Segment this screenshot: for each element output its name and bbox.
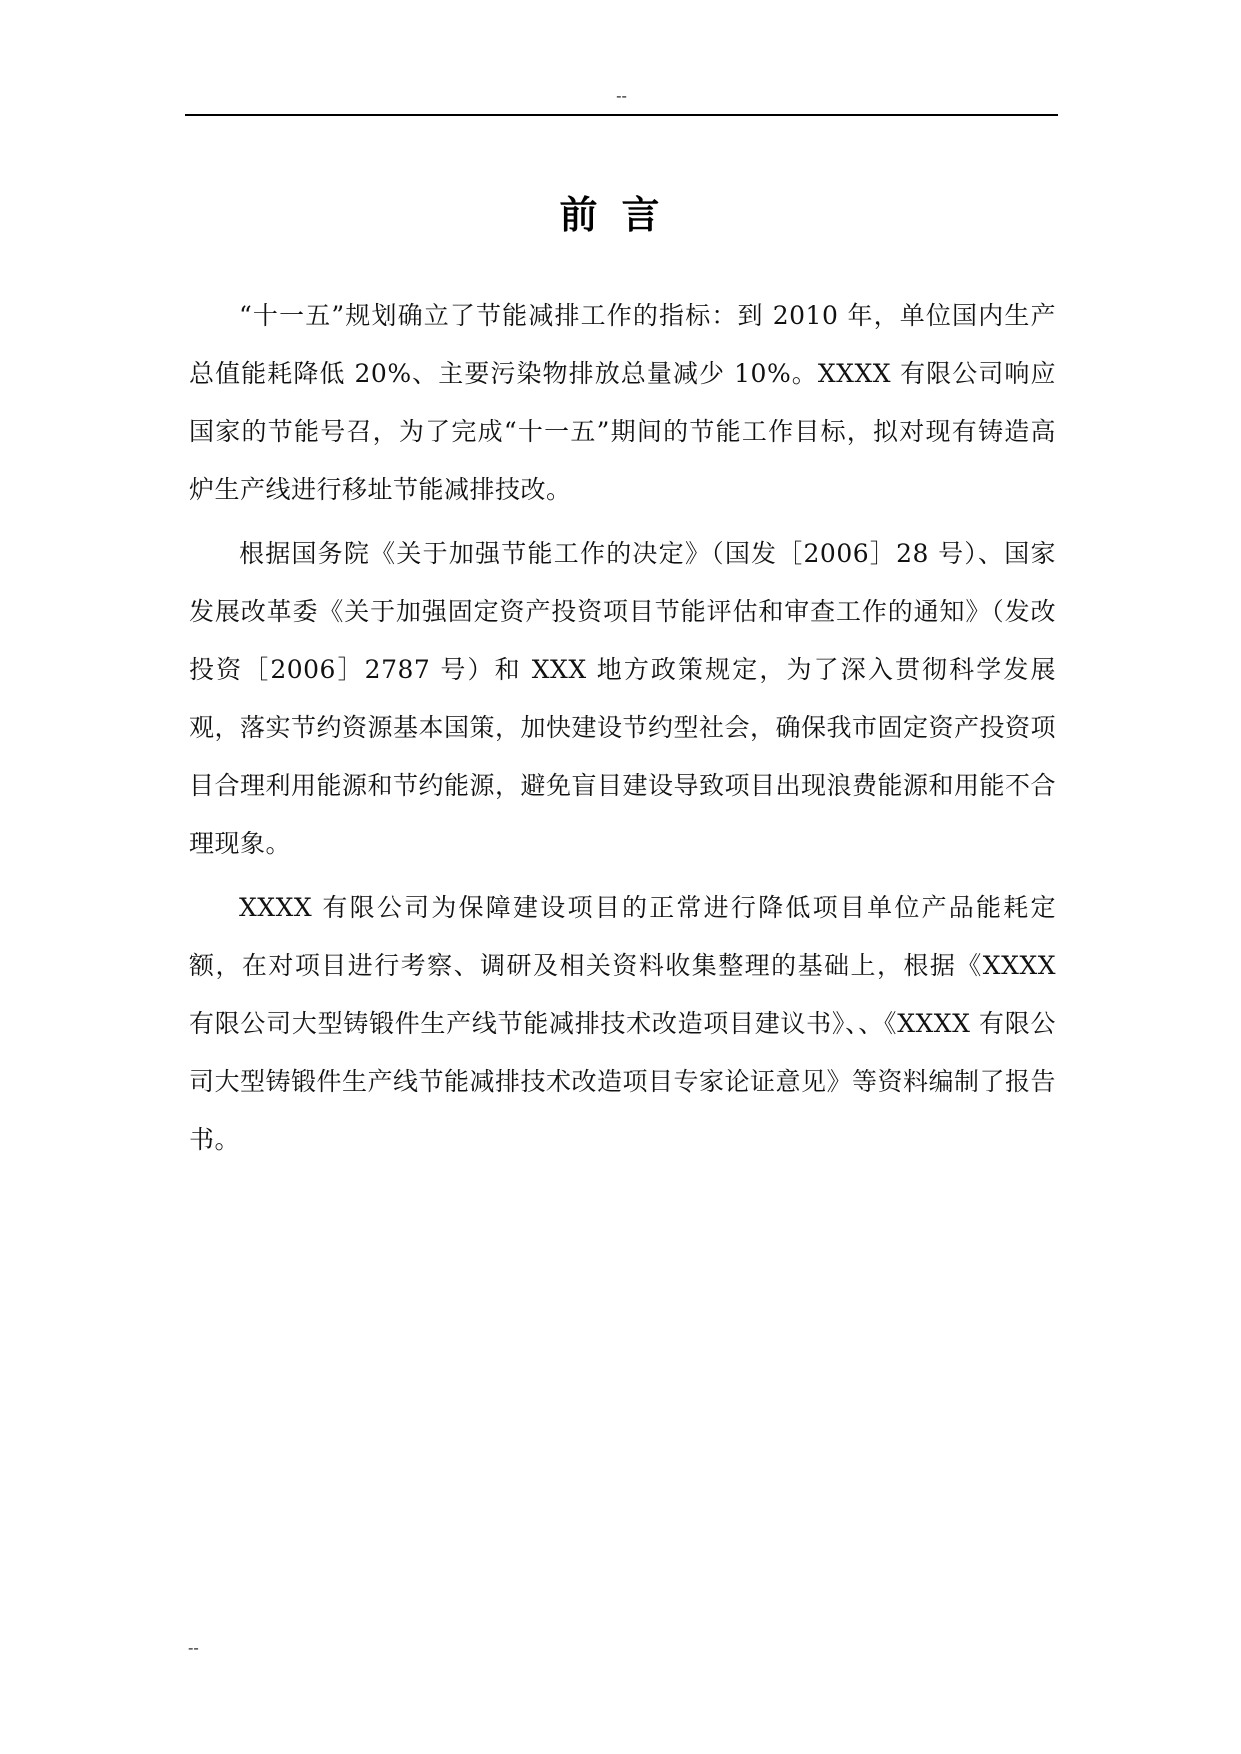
paragraph: XXXX 有限公司为保障建设项目的正常进行降低项目单位产品能耗定额，在对项目进行考察、调研及相关资料收集整理的基础上，根据《XXXX 有限公司大型铸锻件生产线节能减排技术改造项目建议书》、、《XXXX 有限公司大型铸锻件生产线节能减排技术改造项目专家论证意见》等资料编制了报告书。 xyxy=(189,893,1057,1154)
paragraph: 根据国务院《关于加强节能工作的决定》（国发［2006］28 号）、国家发展改革委《关于加强固定资产投资项目节能评估和审查工作的通知》（发改投资［2006］2787 号）和 XXX 地方政策规定，为了深入贯彻科学发展观，落实节约资源基本国策，加快建设节约型社会，确保我市固定资产投资项目合理利用能源和节约能源，避免盲目建设导致项目出现浪费能源和用能不合理现象。 xyxy=(189,539,1057,858)
page-title: 前言 xyxy=(559,192,684,237)
header-marker: -- xyxy=(616,86,627,105)
footer-marker: -- xyxy=(188,1638,199,1657)
document-body xyxy=(189,287,1056,1175)
paragraph: “十一五”规划确立了节能减排工作的指标：到 2010 年，单位国内生产总值能耗降低 20%、主要污染物排放总量减少 10%。XXXX 有限公司响应国家的节能号召，为了完成“十一五”期间的节能工作目标，拟对现有铸造高炉生产线进行移址节能减排技改。 xyxy=(189,301,1056,504)
page-header xyxy=(185,86,1058,116)
